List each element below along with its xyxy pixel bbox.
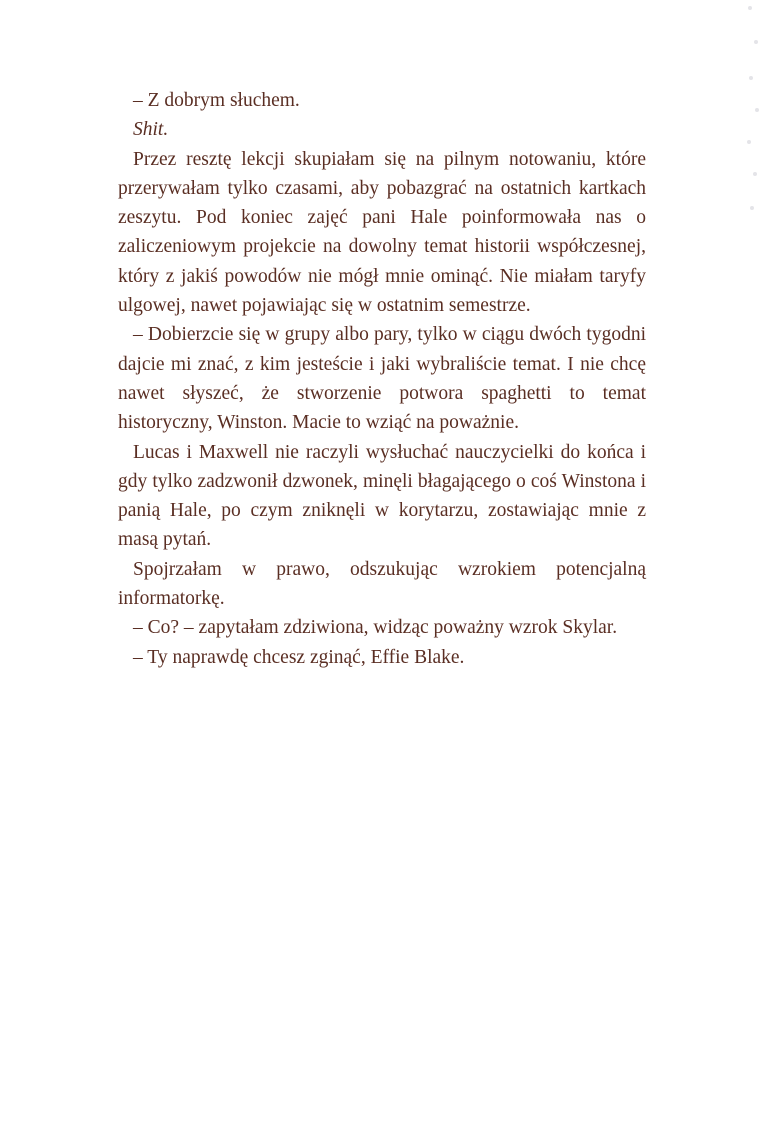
paragraph: Przez resztę lekcji skupiałam się na pilnym notowaniu, które przerywałam tylko czasami, aby pobazgrać na ostatnich kartkach zeszytu. Pod koniec zajęć pani Hale poinformowała nas o zaliczeniowym projekcie na dowolny temat historii współczesnej, który z jakiś powodów nie mógł mnie ominąć. Nie miałam taryfy ulgowej, nawet pojawiając się w ostatnim semestrze. bbox=[118, 148, 646, 317]
paragraph: – Co? – zapytałam zdziwiona, widząc poważny wzrok Skylar. bbox=[133, 617, 618, 639]
paragraph: – Ty naprawdę chcesz zginąć, Effie Blake. bbox=[133, 646, 465, 668]
paragraph: – Z dobrym słuchem. bbox=[133, 90, 300, 111]
body-text bbox=[118, 86, 646, 672]
paragraph: Lucas i Maxwell nie raczyli wysłuchać nauczycielki do końca i gdy tylko zadzwonił dzwonek, minęli błagającego o coś Winstona i panią Hale, po czym zniknęli w korytarzu, zostawiając mnie z masą pytań. bbox=[118, 441, 646, 551]
decorative-dot bbox=[754, 40, 758, 44]
paragraph: – Dobierzcie się w grupy albo pary, tylko w ciągu dwóch tygodni dajcie mi znać, z kim jesteście i jaki wybraliście temat. I nie chcę nawet słyszeć, że stworzenie potwora spaghetti to temat historyczny, Winston. Macie to wziąć na poważnie. bbox=[118, 324, 646, 434]
paragraph: Shit. bbox=[133, 119, 169, 141]
decorative-dot bbox=[748, 6, 752, 10]
paragraph: Spojrzałam w prawo, odszukując wzrokiem potencjalną informatorkę. bbox=[118, 558, 646, 610]
decorative-dot bbox=[747, 140, 751, 144]
decorative-dot bbox=[750, 206, 754, 210]
decorative-dot bbox=[755, 108, 759, 112]
decorative-dot bbox=[749, 76, 753, 80]
decorative-dots bbox=[700, 0, 760, 230]
decorative-dot bbox=[753, 172, 757, 176]
